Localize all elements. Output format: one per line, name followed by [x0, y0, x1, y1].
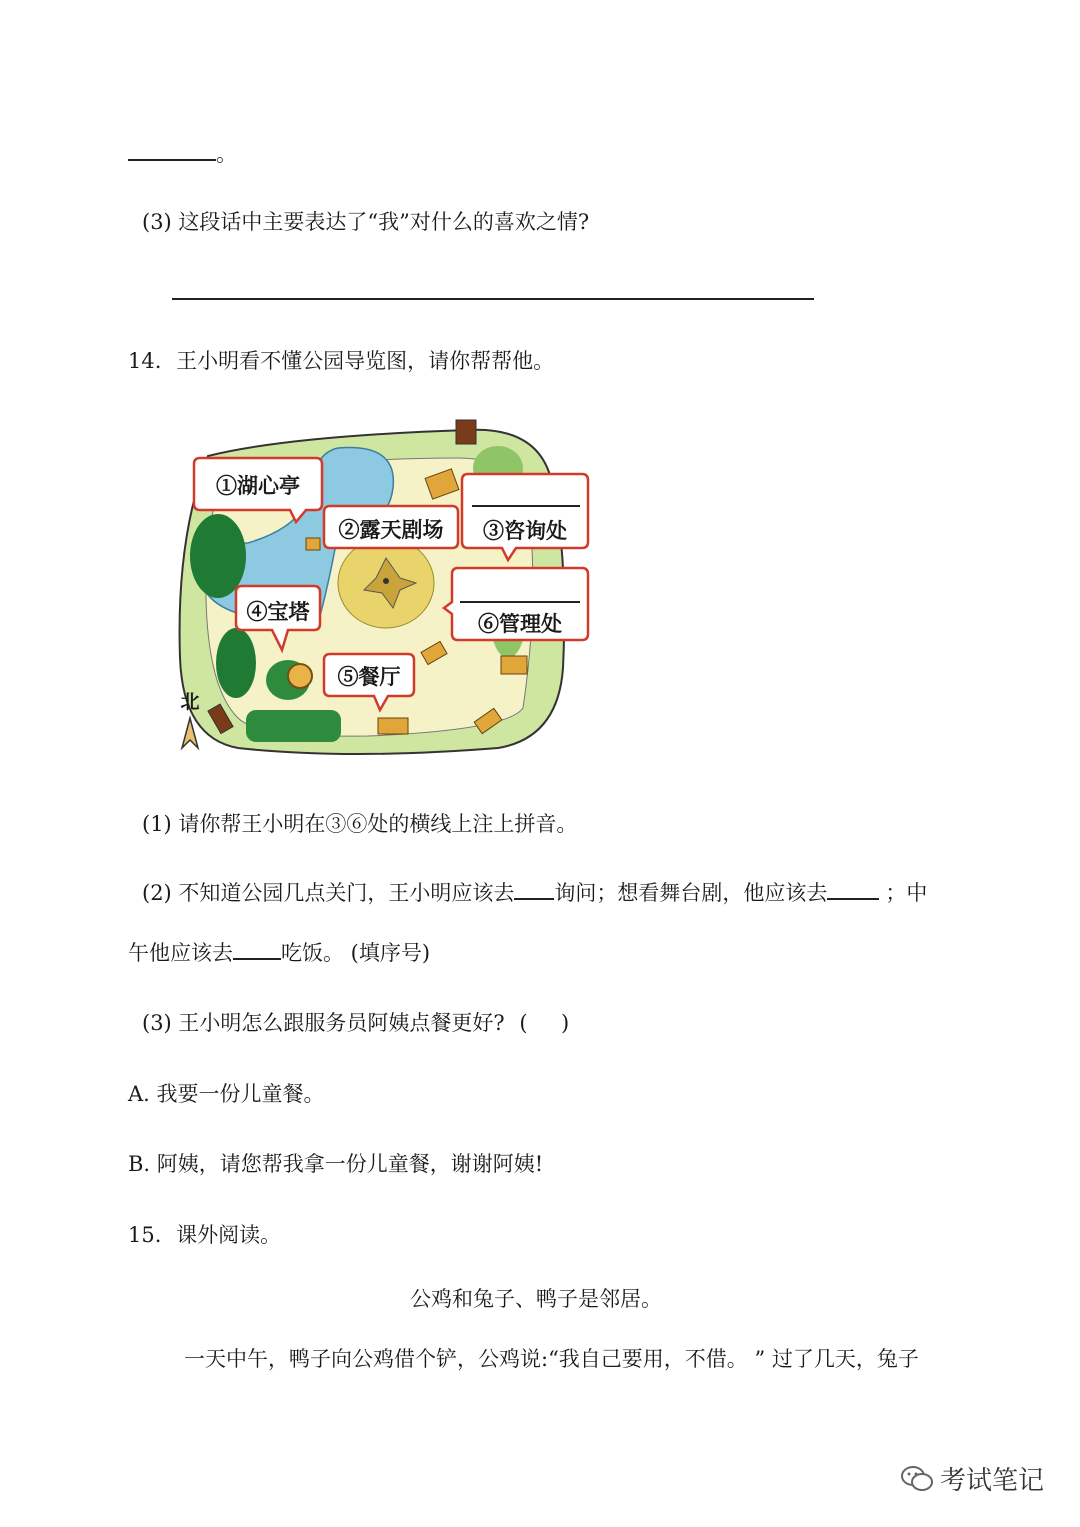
question-15 [128, 1221, 281, 1249]
option-a: A. 我要一份儿童餐。 [128, 1082, 325, 1106]
answer-line-13-3 [172, 298, 814, 300]
question-13-3: (3) 这段话中主要表达了“我”对什么的喜欢之情? [142, 210, 590, 234]
q14-3-text: (3) 王小明怎么跟服务员阿姨点餐更好? [142, 1011, 505, 1035]
watermark-text: 考试笔记 [939, 1466, 1044, 1496]
watermark [900, 1460, 1044, 1497]
question-stem: 王小明看不懂公园导览图，请你帮帮他。 [176, 349, 555, 373]
question-14-2 [142, 879, 927, 907]
q14-2-part-a: (2) 不知道公园几点关门，王小明应该去 [142, 881, 515, 905]
q14-2-part-b: 询问；想看舞台剧，他应该去 [554, 881, 828, 905]
north-arrow-icon [182, 718, 198, 748]
passage-line: 一天中午，鸭子向公鸡借个铲，公鸡说:“我自己要用，不借。 ” 过了几天，兔子 [184, 1347, 919, 1371]
north-label: 北 [180, 691, 200, 713]
question-14-3 [142, 1009, 569, 1037]
option-b: B. 阿姨，请您帮我拿一份儿童餐，谢谢阿姨! [128, 1152, 544, 1176]
question-14 [128, 347, 554, 375]
forest-strip [246, 710, 341, 742]
label-text-5: ⑤餐厅 [337, 664, 401, 689]
answer-blank[interactable] [514, 880, 554, 900]
q14-2-part-d: 午他应该去 [128, 941, 233, 965]
label-text-3: ③咨询处 [483, 518, 567, 543]
park-map [168, 418, 598, 763]
building-restaurant [378, 718, 408, 734]
forest-west [190, 514, 246, 598]
question-number: 14. [128, 349, 162, 373]
label-text-1: ①湖心亭 [216, 473, 300, 498]
forest-southwest [216, 628, 256, 698]
wechat-icon [900, 1464, 934, 1494]
theatre-center [383, 578, 389, 584]
answer-blank[interactable] [827, 880, 879, 900]
question-number: 15. [128, 1223, 162, 1247]
passage-title: 公鸡和兔子、鸭子是邻居。 [410, 1287, 662, 1311]
gate-north [456, 420, 476, 444]
label-theatre [324, 506, 458, 548]
answer-paren: ( ) [519, 1011, 570, 1035]
answer-blank[interactable] [233, 940, 281, 960]
label-text-4: ④宝塔 [246, 599, 310, 624]
pagoda-shape [288, 664, 312, 688]
q14-2-part-e: 吃饭。 (填序号) [281, 941, 431, 965]
label-text-2: ②露天剧场 [338, 517, 444, 542]
question-stem: 课外阅读。 [176, 1223, 282, 1247]
question-14-2-cont [128, 939, 430, 967]
q14-2-part-c: ；中 [885, 881, 928, 905]
label-text-6: ⑥管理处 [478, 611, 562, 636]
label-office [444, 568, 588, 640]
period: 。 [216, 142, 237, 166]
question-14-1: (1) 请你帮王小明在③⑥处的横线上注上拼音。 [142, 812, 578, 836]
building-office [501, 656, 527, 674]
answer-blank-line [128, 140, 237, 168]
building-pavilion [306, 538, 320, 550]
label-info-desk [462, 474, 588, 560]
